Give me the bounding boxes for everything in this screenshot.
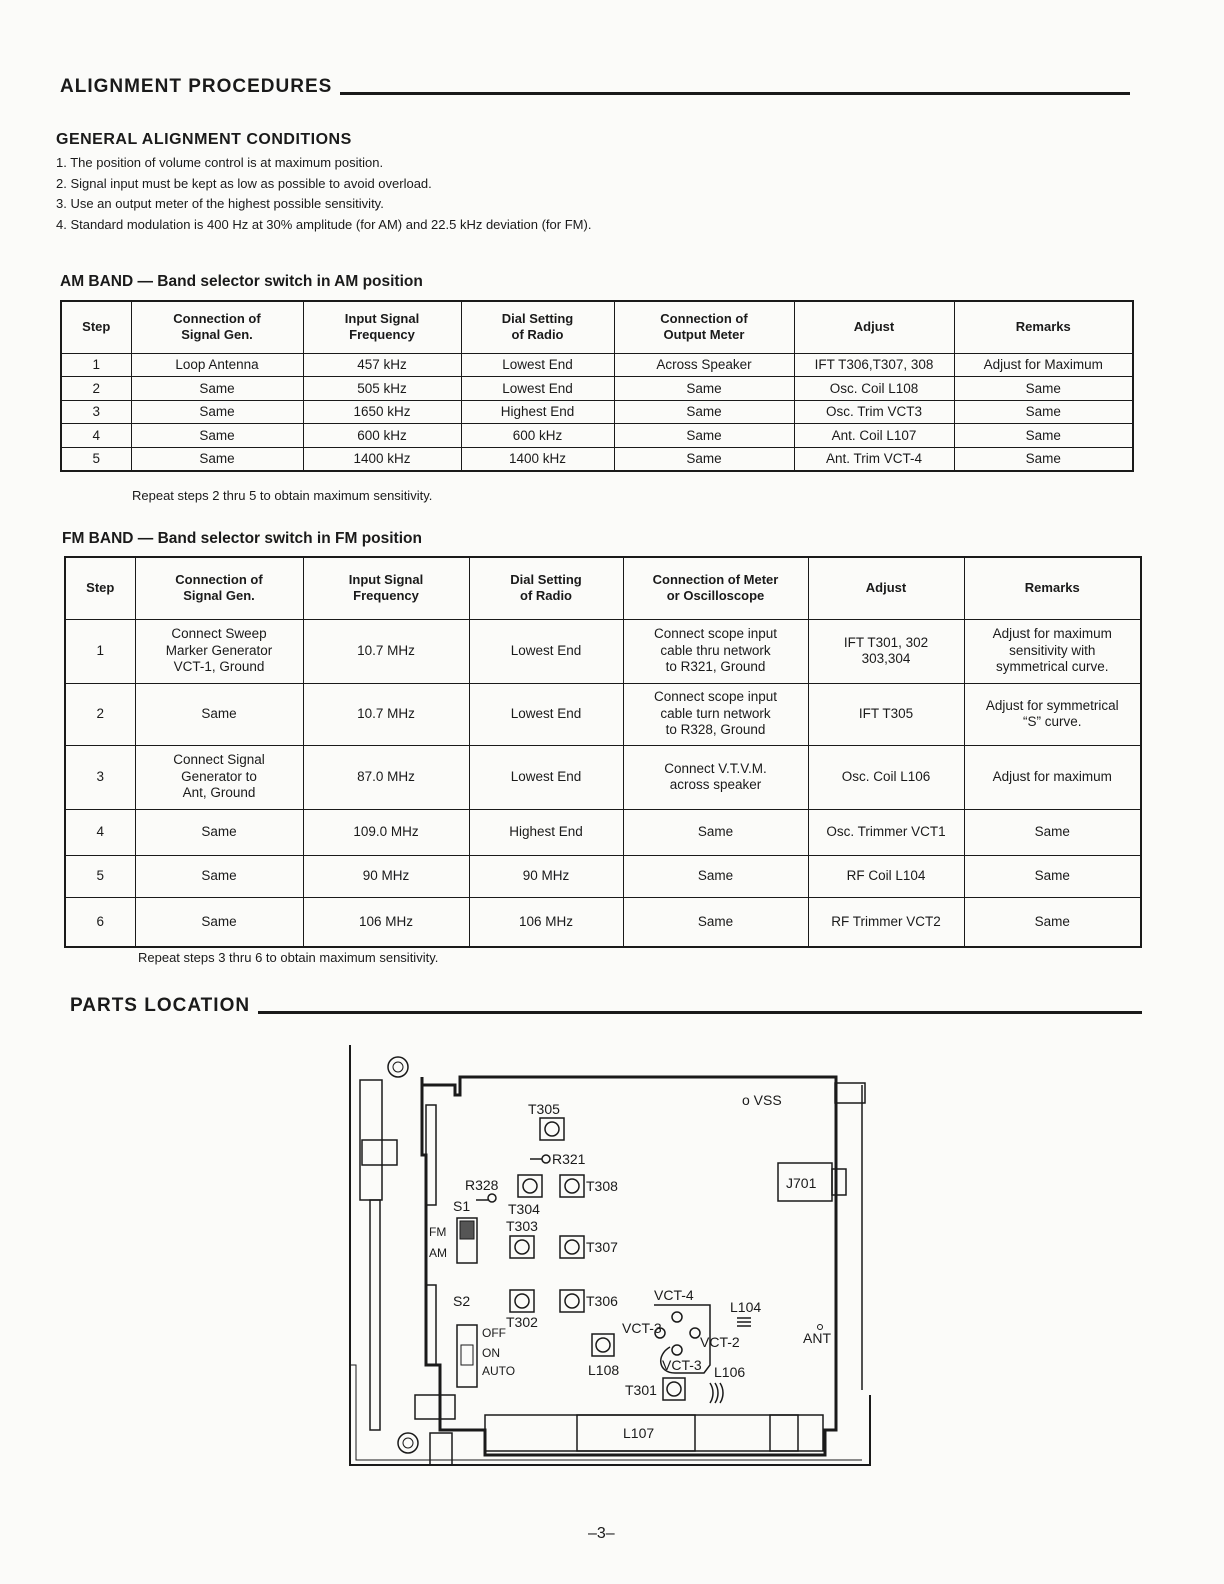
cell: Osc. Coil L106 <box>808 745 964 809</box>
table-row <box>61 400 1133 424</box>
cell: IFT T305 <box>808 683 964 745</box>
condition-item: 1. The position of volume control is at maximum position. <box>56 155 384 170</box>
header-input-frequency: Input Signal Frequency <box>303 301 461 353</box>
table-row <box>65 619 1141 683</box>
cell: Adjust for Maximum <box>954 353 1133 377</box>
cell: Same <box>623 809 808 855</box>
am-band-title: AM BAND — Band selector switch in AM position <box>60 273 423 290</box>
cell: Connect V.T.V.M. across speaker <box>623 745 808 809</box>
volume-knob-inner <box>403 1438 413 1448</box>
t304-adjust-slot <box>523 1179 537 1193</box>
r321-label: R321 <box>552 1151 586 1167</box>
l104-label: L104 <box>730 1299 762 1315</box>
cell: Same <box>614 424 794 448</box>
vct2-label: VCT-2 <box>700 1334 740 1350</box>
header-dial-setting: Dial Setting of Radio <box>461 301 614 353</box>
cell: IFT T306,T307, 308 <box>794 353 954 377</box>
header-meter-oscilloscope: Connection of Meter or Oscilloscope <box>623 557 808 619</box>
table-row <box>61 424 1133 448</box>
t308-label: T308 <box>586 1178 618 1194</box>
cell: Same <box>954 447 1133 471</box>
cell: 5 <box>61 447 131 471</box>
cell: IFT T301, 302 303,304 <box>808 619 964 683</box>
parts-location-header <box>70 995 1142 1017</box>
t304-label: T304 <box>508 1201 540 1217</box>
cell: 1 <box>61 353 131 377</box>
l108-adjust-slot <box>596 1338 610 1352</box>
condition-item: 3. Use an output meter of the highest possible sensitivity. <box>56 196 384 211</box>
vct3-label: VCT-3 <box>622 1320 662 1336</box>
cell: 1400 kHz <box>303 447 461 471</box>
off-position-label: OFF <box>482 1326 506 1340</box>
cell: Adjust for maximum <box>964 745 1141 809</box>
j701-jack-tab <box>832 1169 846 1195</box>
cell: Highest End <box>461 400 614 424</box>
s1-label: S1 <box>453 1198 471 1214</box>
ferrite-rod-support <box>370 1200 380 1430</box>
cell: Same <box>614 447 794 471</box>
table-row <box>61 353 1133 377</box>
cell: Same <box>964 855 1141 897</box>
table-row <box>65 897 1141 947</box>
cell: Same <box>135 855 303 897</box>
cell: Lowest End <box>469 619 623 683</box>
cell: 109.0 MHz <box>303 809 469 855</box>
general-alignment-conditions <box>56 131 591 235</box>
vss-label: o VSS <box>742 1092 782 1108</box>
header-signal-gen: Connection of Signal Gen. <box>131 301 303 353</box>
condition-item: 4. Standard modulation is 400 Hz at 30% amplitude (for AM) and 22.5 kHz deviation (for FM). <box>56 216 592 232</box>
cell: Same <box>614 400 794 424</box>
header-signal-gen: Connection of Signal Gen. <box>135 557 303 619</box>
auto-position-label: AUTO <box>482 1364 516 1378</box>
slide-clip <box>362 1140 397 1165</box>
s1-slider <box>460 1221 474 1239</box>
parts-location-diagram <box>340 1035 880 1480</box>
cell: Lowest End <box>469 683 623 745</box>
table-header-row <box>61 301 1133 353</box>
r321-resistor-icon <box>542 1155 550 1163</box>
vct4-label: VCT-4 <box>654 1287 694 1303</box>
cell: Same <box>614 377 794 401</box>
ant-terminal-icon <box>818 1325 823 1330</box>
cell: 457 kHz <box>303 353 461 377</box>
t305-adjust-slot <box>545 1122 559 1136</box>
cell: Osc. Coil L108 <box>794 377 954 401</box>
fm-band-title: FM BAND — Band selector switch in FM position <box>62 530 422 547</box>
cell: 600 kHz <box>461 424 614 448</box>
header-adjust: Adjust <box>808 557 964 619</box>
header-rule <box>340 92 1130 95</box>
t305-label: T305 <box>528 1101 560 1117</box>
tuning-gear <box>415 1395 455 1419</box>
table-row <box>65 683 1141 745</box>
table-row <box>65 745 1141 809</box>
cell: Same <box>623 855 808 897</box>
t308-adjust-slot <box>565 1179 579 1193</box>
header-rule <box>258 1011 1142 1014</box>
t307-adjust-slot <box>565 1240 579 1254</box>
cell: 2 <box>61 377 131 401</box>
t303-adjust-slot <box>515 1240 529 1254</box>
cell: Same <box>131 424 303 448</box>
t303-label: T303 <box>506 1218 538 1234</box>
condition-item: 2. Signal input must be kept as low as possible to avoid overload. <box>56 175 432 191</box>
cell: RF Trimmer VCT2 <box>808 897 964 947</box>
cell: 3 <box>65 745 135 809</box>
cell: 10.7 MHz <box>303 683 469 745</box>
cell: Same <box>954 377 1133 401</box>
cell: Osc. Trim VCT3 <box>794 400 954 424</box>
header-dial-setting: Dial Setting of Radio <box>469 557 623 619</box>
cell: 87.0 MHz <box>303 745 469 809</box>
cell: 5 <box>65 855 135 897</box>
cell: Same <box>964 897 1141 947</box>
table-row <box>65 809 1141 855</box>
fm-position-label: FM <box>429 1225 447 1239</box>
j701-label: J701 <box>786 1175 817 1191</box>
cell: Same <box>131 447 303 471</box>
t306-label: T306 <box>586 1293 618 1309</box>
t306-adjust-slot <box>565 1294 579 1308</box>
header-remarks: Remarks <box>954 301 1133 353</box>
s2-slider <box>461 1345 473 1365</box>
vct3-osc-trimmer-icon <box>672 1345 682 1355</box>
table-row <box>61 377 1133 401</box>
cell: Same <box>135 897 303 947</box>
cell: Connect scope input cable turn network to R328, Ground <box>623 683 808 745</box>
alignment-procedures-header <box>60 76 1130 98</box>
antenna-end-clip <box>770 1415 798 1451</box>
cell: 90 MHz <box>469 855 623 897</box>
t301-adjust-slot <box>667 1382 681 1396</box>
cell: 505 kHz <box>303 377 461 401</box>
general-conditions-heading: GENERAL ALIGNMENT CONDITIONS <box>56 131 352 148</box>
mount-screw-icon <box>388 1057 408 1077</box>
volume-knob-icon <box>398 1433 418 1453</box>
cell: Same <box>135 809 303 855</box>
vct3-bottom-label: VCT-3 <box>662 1357 702 1373</box>
table-row <box>61 447 1133 471</box>
cell: Same <box>131 377 303 401</box>
r328-resistor-icon <box>488 1194 496 1202</box>
fm-band-table <box>64 556 1142 948</box>
cell: 10.7 MHz <box>303 619 469 683</box>
cell: 1 <box>65 619 135 683</box>
pcb-board <box>422 1077 836 1455</box>
cell: 3 <box>61 400 131 424</box>
cell: 2 <box>65 683 135 745</box>
l108-label: L108 <box>588 1362 620 1378</box>
cell: Same <box>623 897 808 947</box>
cell: Same <box>135 683 303 745</box>
cell: 1650 kHz <box>303 400 461 424</box>
s2-label: S2 <box>453 1293 471 1309</box>
vct4-trimmer-icon <box>672 1312 682 1322</box>
t302-adjust-slot <box>515 1294 529 1308</box>
cell: Connect scope input cable thru network to R321, Ground <box>623 619 808 683</box>
t302-label: T302 <box>506 1314 538 1330</box>
header-input-frequency: Input Signal Frequency <box>303 557 469 619</box>
am-position-label: AM <box>429 1246 447 1260</box>
cell: Loop Antenna <box>131 353 303 377</box>
cell: 106 MHz <box>469 897 623 947</box>
t301-label: T301 <box>625 1382 657 1398</box>
s2-power-switch <box>457 1325 477 1387</box>
cell: Highest End <box>469 809 623 855</box>
t307-label: T307 <box>586 1239 618 1255</box>
cell: Connect Signal Generator to Ant, Ground <box>135 745 303 809</box>
page-number: –3– <box>588 1525 615 1542</box>
cell: Adjust for symmetrical “S” curve. <box>964 683 1141 745</box>
fm-repeat-note: Repeat steps 3 thru 6 to obtain maximum sensitivity. <box>138 950 439 965</box>
cell: Adjust for maximum sensitivity with symmetrical curve. <box>964 619 1141 683</box>
header-step: Step <box>65 557 135 619</box>
header-adjust: Adjust <box>794 301 954 353</box>
cell: 600 kHz <box>303 424 461 448</box>
l107-label: L107 <box>623 1425 655 1441</box>
l104-coil-icon <box>737 1318 751 1326</box>
header-remarks: Remarks <box>964 557 1141 619</box>
cell: Same <box>964 809 1141 855</box>
cell: Same <box>954 400 1133 424</box>
vct2-trimmer-icon <box>690 1328 700 1338</box>
cell: 106 MHz <box>303 897 469 947</box>
cell: Same <box>954 424 1133 448</box>
cell: 4 <box>65 809 135 855</box>
cell: Lowest End <box>469 745 623 809</box>
on-position-label: ON <box>482 1346 500 1360</box>
cell: Same <box>131 400 303 424</box>
table-header-row <box>65 557 1141 619</box>
header-step: Step <box>61 301 131 353</box>
cell: Across Speaker <box>614 353 794 377</box>
cell: 1400 kHz <box>461 447 614 471</box>
cell: Lowest End <box>461 377 614 401</box>
l106-coil-icon <box>710 1383 723 1403</box>
cell: Connect Sweep Marker Generator VCT-1, Ground <box>135 619 303 683</box>
cabinet-outline <box>350 1045 870 1465</box>
cell: 90 MHz <box>303 855 469 897</box>
cell: Lowest End <box>461 353 614 377</box>
cell: 6 <box>65 897 135 947</box>
am-repeat-note: Repeat steps 2 thru 5 to obtain maximum sensitivity. <box>132 488 433 503</box>
alignment-procedures-title: ALIGNMENT PROCEDURES <box>60 76 333 97</box>
parts-location-title: PARTS LOCATION <box>70 995 251 1016</box>
am-band-table <box>60 300 1134 472</box>
cell: RF Coil L104 <box>808 855 964 897</box>
mount-screw-inner <box>393 1062 403 1072</box>
r328-label: R328 <box>465 1177 499 1193</box>
cell: 4 <box>61 424 131 448</box>
header-output-meter: Connection of Output Meter <box>614 301 794 353</box>
right-bracket <box>835 1083 865 1103</box>
table-row <box>65 855 1141 897</box>
cell: Osc. Trimmer VCT1 <box>808 809 964 855</box>
cell: Ant. Coil L107 <box>794 424 954 448</box>
l106-label: L106 <box>714 1364 746 1380</box>
ant-label: ANT <box>803 1330 831 1346</box>
cell: Ant. Trim VCT-4 <box>794 447 954 471</box>
